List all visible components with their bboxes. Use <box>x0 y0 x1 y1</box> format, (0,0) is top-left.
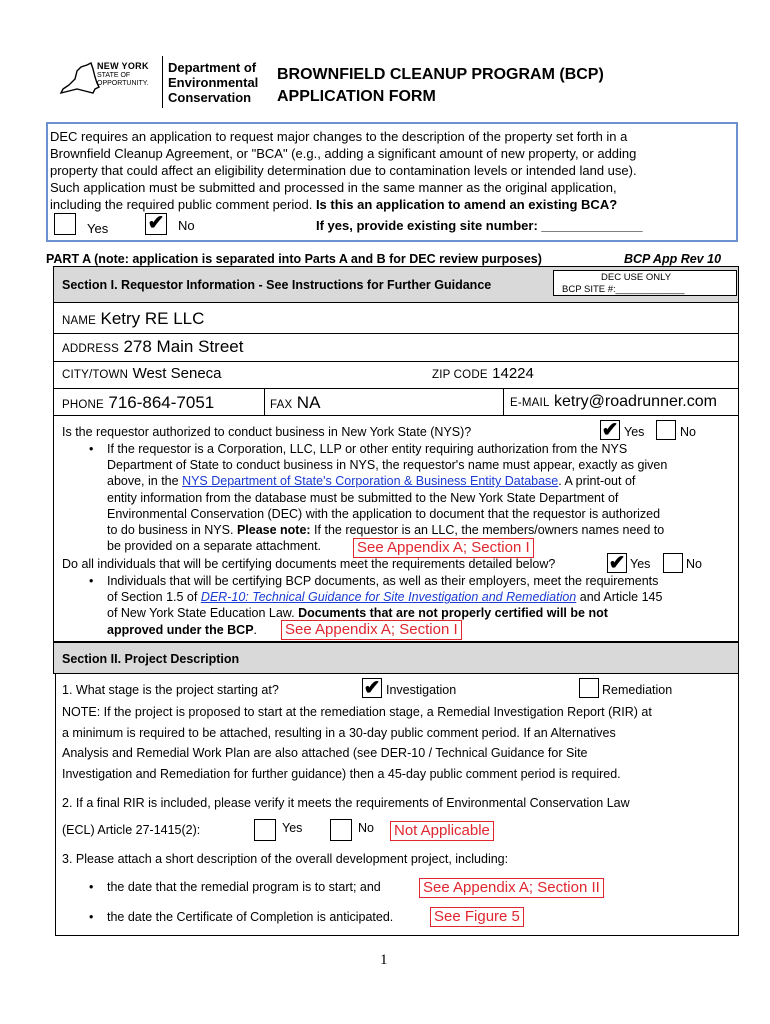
bullet-icon: • <box>89 880 94 894</box>
phone-field[interactable]: 716-864-7051 <box>108 393 215 412</box>
address-field[interactable]: 278 Main Street <box>123 337 244 356</box>
page-number: 1 <box>380 952 388 968</box>
logo-line1: NEW YORK <box>97 61 149 71</box>
rir-yes-label: Yes <box>282 821 303 835</box>
bullet-icon: • <box>89 910 94 924</box>
address-row: ADDRESS 278 Main Street <box>62 337 244 356</box>
appendix-a-section2-note[interactable]: See Appendix A; Section II <box>419 878 604 898</box>
development-description-question: 3. Please attach a short description of the overall development project, including: <box>62 852 509 866</box>
nys-auth-yes-checkbox[interactable]: ✔ <box>601 419 619 441</box>
rir-yes-checkbox[interactable] <box>254 819 276 841</box>
certify-bullet: • Individuals that will be certifying BCP documents, as well as their employers, meet the requirements of Section 1.5 of DER-10: Technical Guidance for Site Investigation and Remediation and Article 145 of New York State Education Law. Documents that are not properly certified will be not approved under the BCP. <box>89 574 663 637</box>
existing-site-number-field[interactable]: If yes, provide existing site number: ______________ <box>316 218 643 233</box>
appendix-a-note-2[interactable]: See Appendix A; Section I <box>281 620 462 640</box>
name-field[interactable]: Ketry RE LLC <box>100 309 205 328</box>
logo-divider <box>162 56 163 108</box>
amend-no-checkbox[interactable]: ✔ <box>145 213 167 235</box>
logo-line2: STATE OF <box>97 72 131 79</box>
bullet-icon: • <box>89 442 94 456</box>
investigation-checkbox[interactable]: ✔ <box>363 677 381 699</box>
email-row: E-MAIL ketry@roadrunner.com <box>510 393 717 410</box>
nys-auth-no-checkbox[interactable] <box>656 420 676 440</box>
divider <box>53 333 739 334</box>
form-title: BROWNFIELD CLEANUP PROGRAM (BCP) APPLICATION FORM <box>277 66 604 105</box>
divider <box>503 388 504 415</box>
rir-question: 2. If a final RIR is included, please verify it meets the requirements of Environmental Conservation Law <box>62 796 630 810</box>
logo-line3: OPPORTUNITY. <box>97 80 149 87</box>
certify-question: Do all individuals that will be certifying documents meet the requirements detailed below? <box>62 557 556 571</box>
investigation-label: Investigation <box>386 683 457 697</box>
remediation-note: NOTE: If the project is proposed to start at the remediation stage, a Remedial Investigation Report (RIR) at a minimum is required to be attached, resulting in a 30-day public comment period. If an Alternatives Analysis and Remedial Work Plan are also attached (see DER-10 / Technical Guidance for Site Investigation and Remediation for further guidance) then a 45-day public comment period is required. <box>62 705 652 781</box>
dec-use-only-label: DEC USE ONLY <box>601 272 672 283</box>
certify-no-label: No <box>686 557 702 571</box>
nys-logo <box>55 55 165 107</box>
dept-name: Department of Environmental Conservation <box>168 60 259 105</box>
nys-auth-question: Is the requestor authorized to conduct business in New York State (NYS)? <box>62 425 472 439</box>
fax-field[interactable]: NA <box>296 393 321 412</box>
intro-text: DEC requires an application to request major changes to the description of the property set forth in a Brownfield Cleanup Agreement, or "BCA" (e.g., adding a significant amount of new property, or adding property that could affect an eligibility determination due to contamination levels or intended land use). Such application must be submitted and processed in the same manner as the original application, including the required public comment period. Is this an application to amend an existing BCA? <box>50 129 637 212</box>
section1-title: Section I. Requestor Information - See Instructions for Further Guidance <box>62 278 492 292</box>
revision-label: BCP App Rev 10 <box>624 252 722 266</box>
section2-title: Section II. Project Description <box>62 652 240 666</box>
remediation-checkbox[interactable] <box>579 678 599 698</box>
part-a-label: PART A (note: application is separated into Parts A and B for DEC review purposes) <box>46 252 542 266</box>
project-stage-question: 1. What stage is the project starting at? <box>62 683 279 697</box>
certify-yes-label: Yes <box>630 557 651 571</box>
bullet-icon: • <box>89 574 94 588</box>
amend-yes-label: Yes <box>87 221 109 236</box>
city-row: CITY/TOWN West Seneca <box>62 365 222 382</box>
email-field[interactable]: ketry@roadrunner.com <box>554 393 717 410</box>
zip-field[interactable]: 14224 <box>492 365 534 382</box>
divider <box>53 415 739 416</box>
nys-auth-yes-label: Yes <box>624 425 645 439</box>
remediation-label: Remediation <box>602 683 673 697</box>
not-applicable-note[interactable]: Not Applicable <box>390 821 494 841</box>
divider <box>264 388 265 415</box>
certify-yes-checkbox[interactable]: ✔ <box>608 552 626 574</box>
name-row: NAME Ketry RE LLC <box>62 309 205 328</box>
bcp-site-number: BCP SITE #:_____________ <box>562 284 685 295</box>
nys-map-icon <box>55 59 103 99</box>
divider <box>53 302 739 303</box>
der10-link[interactable]: DER-10: Technical Guidance for Site Investigation and Remediation <box>200 590 577 605</box>
corporation-bullet: • If the requestor is a Corporation, LLC, LLP or other entity requiring authorization from the NYS Department of State to conduct business in NYS, the requestor's name must appear, exactly as given above, in the NYS Department of State's Corporation & Business Entity Database. A print-out of entity information from the database must be submitted to the New York State Department of Environmental Conservation (DEC) with the application to document that the requestor is authorized to do business in NYS. Please note: If the requestor is an LLC, the members/owners names need to be provided on a separate attachment. <box>89 442 668 554</box>
remedial-start-bullet: the date that the remedial program is to start; and <box>107 880 381 894</box>
divider <box>53 388 739 389</box>
rir-no-checkbox[interactable] <box>330 819 352 841</box>
divider <box>53 361 739 362</box>
corporation-database-link[interactable]: NYS Department of State's Corporation & Business Entity Database <box>182 474 559 489</box>
figure-5-note[interactable]: See Figure 5 <box>430 907 524 927</box>
appendix-a-note-1[interactable]: See Appendix A; Section I <box>353 538 534 558</box>
certify-no-checkbox[interactable] <box>663 553 683 573</box>
coc-date-bullet: the date the Certificate of Completion is anticipated. <box>107 910 394 924</box>
amend-no-label: No <box>178 218 195 233</box>
fax-row: FAX NA <box>270 393 321 412</box>
rir-question-line2: (ECL) Article 27-1415(2): <box>62 823 201 837</box>
city-field[interactable]: West Seneca <box>132 365 222 382</box>
nys-auth-no-label: No <box>680 425 696 439</box>
amend-yes-checkbox[interactable] <box>54 213 76 235</box>
phone-row: PHONE 716-864-7051 <box>62 393 215 412</box>
zip-row: ZIP CODE 14224 <box>432 365 534 382</box>
rir-no-label: No <box>358 821 374 835</box>
